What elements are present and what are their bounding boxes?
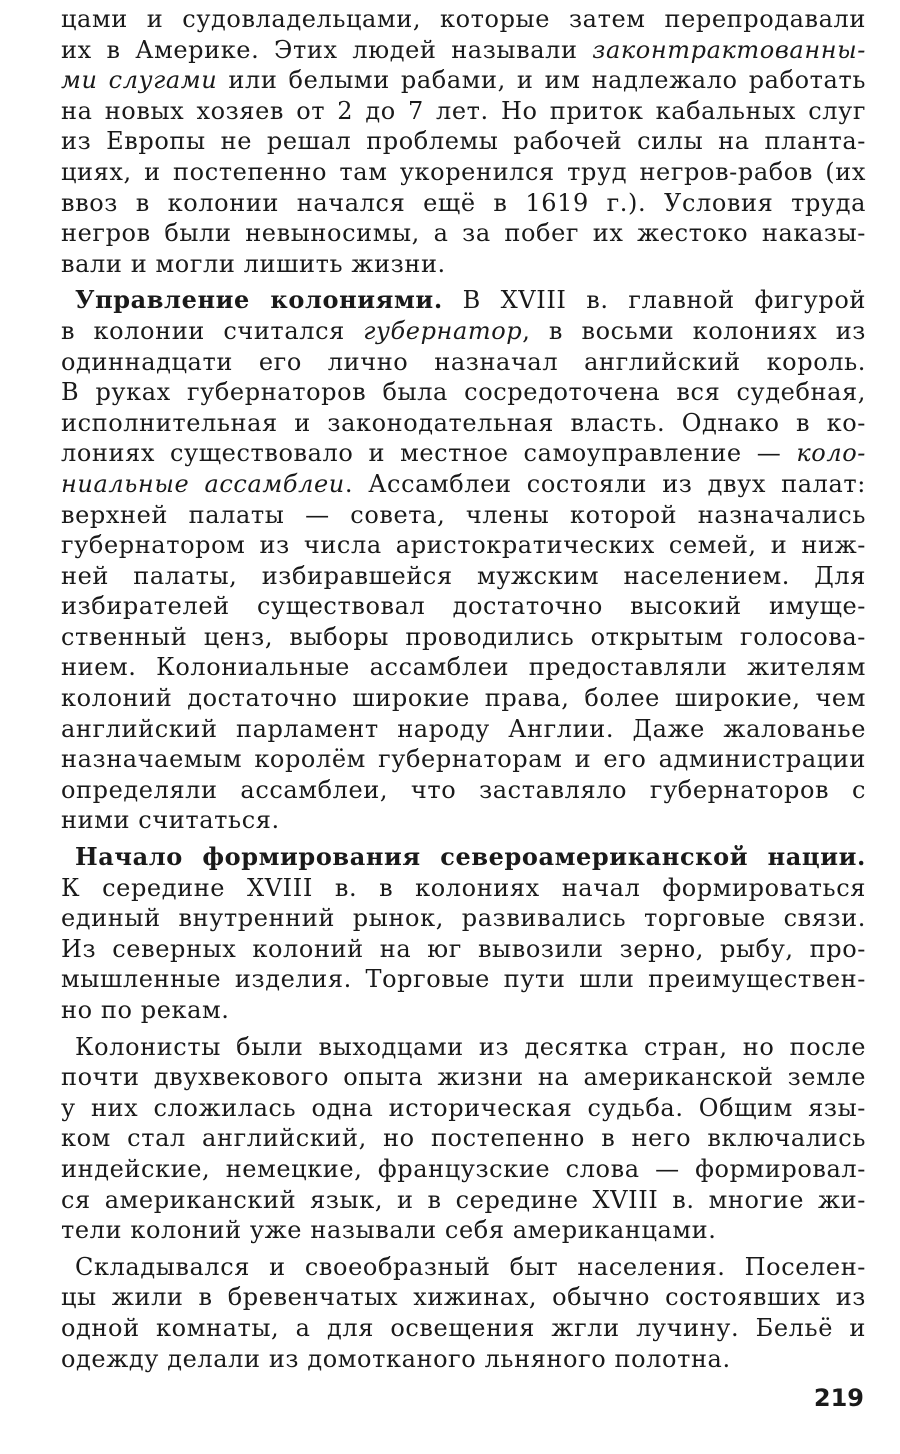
text-line: почти двухвекового опыта жизни на американской земле — [61, 1063, 866, 1092]
text-line: В руках губернаторов была сосредоточена вся судебная, — [61, 378, 866, 407]
text-line: ком стал английский, но постепенно в него включались — [61, 1124, 866, 1153]
term-italic: коло- — [796, 439, 866, 468]
text-line: индейские, немецкие, французские слова — формировал- — [61, 1154, 866, 1183]
paragraph-colonists-language — [61, 1032, 866, 1246]
term-italic: ниальные ассамблеи — [61, 469, 345, 498]
text-line: английский парламент народу Англии. Даже жалованье — [61, 714, 866, 743]
text-line — [61, 438, 866, 469]
text-fragment: в колонии считался — [61, 316, 364, 345]
text-line: ними считаться. — [61, 806, 280, 835]
text-line: цами и судовладельцами, которые затем перепродавали — [61, 5, 866, 33]
text-line: одежду делали из домотканого льняного полотна. — [61, 1344, 731, 1373]
text-line — [61, 65, 866, 96]
text-line: из Европы не решал проблемы рабочей силы на планта- — [61, 127, 866, 156]
term-italic: губернатор — [363, 316, 523, 345]
text-line — [61, 316, 866, 347]
text-line: вали и могли лишить жизни. — [61, 249, 446, 278]
text-line: губернатором из числа аристократических семей, и ниж- — [61, 531, 866, 560]
text-line: Складывался и своеобразный быт населения. Поселен- — [75, 1252, 866, 1281]
text-fragment: или белыми рабами, и им надлежало работать — [217, 66, 866, 95]
page-number: 219 — [813, 1384, 864, 1412]
paragraph-colony-governance — [61, 285, 866, 836]
text-line: цы жили в бревенчатых хижинах, обычно состоявших из — [61, 1283, 866, 1312]
text-line: у них сложилась одна историческая судьба. Общим язы- — [61, 1093, 866, 1122]
term-italic: законтрактованны- — [592, 35, 866, 64]
text-line: негров были невыносимы, а за побег их жестоко наказы- — [61, 219, 866, 248]
text-line: определяли ассамблеи, что заставляло губернаторов с — [61, 775, 866, 804]
term-italic: ми слугами — [61, 66, 218, 95]
text-line: верхней палаты — совета, члены которой назначались — [61, 500, 866, 529]
text-line: назначаемым королём губернаторам и его администрации — [61, 745, 866, 774]
text-line: но по рекам. — [61, 996, 230, 1024]
text-line: нием. Колониальные ассамблеи предоставляли жителям — [61, 653, 866, 682]
text-line: колоний достаточно широкие права, более широкие, чем — [61, 684, 866, 713]
text-fragment: . Ассамблеи состояли из двух палат: — [344, 469, 866, 498]
text-line: избирателей существовал достаточно высокий имуще- — [61, 592, 866, 621]
text-line: Из северных колоний на юг вывозили зерно, рыбу, про- — [61, 934, 866, 963]
text-line — [61, 469, 866, 500]
text-line: одной комнаты, а для освещения жгли лучину. Бельё и — [61, 1313, 866, 1342]
page-text — [61, 0, 866, 1374]
text-line — [61, 35, 866, 66]
text-line: мышленные изделия. Торговые пути шли преимуществен- — [61, 965, 866, 994]
text-line — [61, 285, 866, 316]
paragraph-daily-life — [61, 1252, 866, 1374]
text-line: на новых хозяев от 2 до 7 лет. Но приток кабальных слуг — [61, 96, 866, 125]
text-line: ввоз в колонии начался ещё в 1619 г.). Условия труда — [61, 188, 866, 217]
text-line: циях, и постепенно там укоренился труд негров-рабов (их — [61, 157, 866, 186]
text-line: ся американский язык, и в середине XVIII в. многие жи- — [61, 1185, 866, 1214]
text-line: одиннадцати его лично назначал английский король. — [61, 347, 866, 376]
text-fragment: В XVIII в. главной фигурой — [442, 286, 866, 315]
text-line: Колонисты были выходцами из десятка стран, но после — [75, 1032, 866, 1061]
text-line: ней палаты, избиравшейся мужским населением. Для — [61, 561, 866, 590]
section-heading: Управление колониями. — [75, 285, 443, 315]
section-heading: Начало формирования североамериканской нации. — [75, 842, 866, 872]
text-line: К середине XVIII в. в колониях начал формироваться — [61, 873, 866, 902]
paragraph-indentured-servants — [61, 4, 866, 279]
paragraph-nation-formation — [61, 842, 866, 1026]
text-line: тели колоний уже называли себя американцами. — [61, 1216, 717, 1245]
text-fragment: лониях существовало и местное самоуправление — — [61, 439, 797, 468]
text-line: ственный ценз, выборы проводились открытым голосова- — [61, 622, 866, 651]
text-fragment: их в Америке. Этих людей называли — [61, 35, 593, 64]
text-line: исполнительная и законодательная власть. Однако в ко- — [61, 408, 866, 437]
text-fragment: , в восьми колониях из — [522, 316, 866, 345]
text-line: единый внутренний рынок, развивались торговые связи. — [61, 904, 866, 933]
